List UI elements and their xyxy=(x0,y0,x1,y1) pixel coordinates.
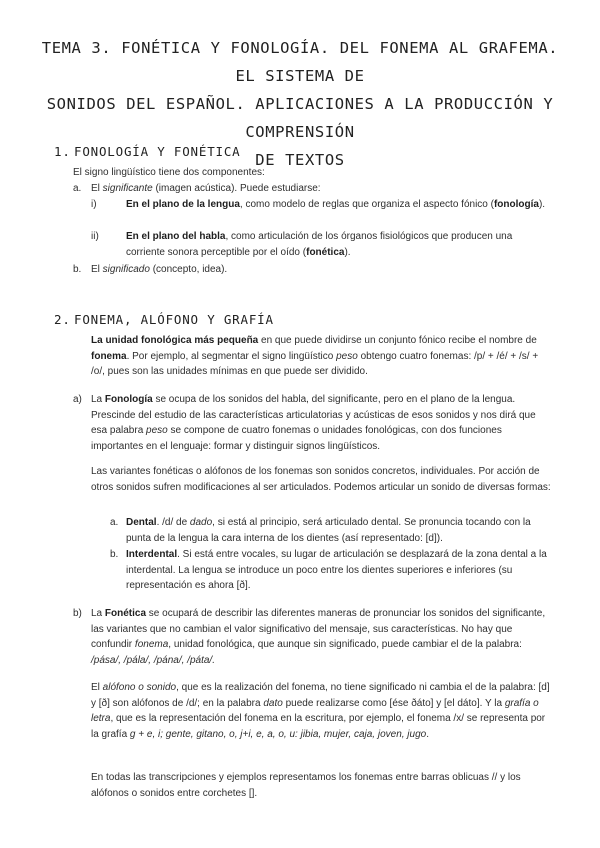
dental-term: Dental xyxy=(126,517,157,528)
grafia-term: grafía o letra xyxy=(91,697,539,724)
significante-term: significante xyxy=(102,183,153,194)
plano-lengua-item: En el plano de la lengua, como modelo de reglas que organiza el aspecto fónico (fonología). xyxy=(126,199,546,210)
title-line-2: SONIDOS DEL ESPAÑOL. APLICACIONES A LA PRODUCCIÓN Y COMPRENSIÓN xyxy=(46,95,554,141)
fonetica-paragraph: La Fonética se ocupará de describir las diferentes maneras de pronunciar los sonidos del significante, las variantes que no cambian el valor significativo del mensaje, sus características. No hay que confundir fonema, unidad fonológica, que aunque sin significado, puede cambiar el de la palabra: /pása/, /pála/, /pána/, /páta/. xyxy=(91,608,546,666)
peso-term-2: peso xyxy=(146,425,168,436)
grafia-examples: g + e, i; gente, gitano, o, j+i, e, a, o, u: jibia, mujer, caja, joven, jugo xyxy=(129,728,427,740)
significante-item: El significante (imagen acústica). Puede estudiarse: xyxy=(91,183,321,194)
interdental-term: Interdental xyxy=(126,549,178,560)
list-label-b: b. xyxy=(73,264,82,275)
section-1-heading xyxy=(54,144,241,159)
alofonos-paragraph: Las variantes fonéticas o alófonos de los fonemas son sonidos concretos, individuales. Por acción de otros sonidos sufren modificaciones al ser articulados. Podemos articular un sonido de diversas formas: xyxy=(91,466,551,493)
sublist-label-a: a. xyxy=(110,517,119,528)
section-1-intro: El signo lingüístico tiene dos componentes: xyxy=(73,167,265,178)
plano-habla-item: En el plano del habla, como articulación de los órganos fisiológicos que producen una corriente sonora perceptible por el oído (fonética). xyxy=(126,231,513,258)
title-line-3: DE TEXTOS xyxy=(255,151,345,169)
significado-item: El significado (concepto, idea). xyxy=(91,264,228,275)
fonologia-paragraph: La Fonología se ocupa de los sonidos del habla, del significante, pero en el plano de la lengua. Prescinde del estudio de las características articulatorias y acústicas de esos sonidos y nos dirá que esa palabra peso se compone de cuatro fonemas o unidades fonológicas, con dos funciones importantes en el lenguaje: formar y distinguir signos lingüísticos. xyxy=(91,394,536,452)
fonema-term: fonema xyxy=(91,350,127,362)
dental-item: Dental. /d/ de dado, si está al principio, será articulado dental. Se pronuncia tocando con la punta de la lengua la cara interna de los dientes (así representado: [d]). xyxy=(126,517,531,544)
fonema-italic: fonema xyxy=(134,639,169,650)
plano-habla-term: En el plano del habla xyxy=(126,231,226,242)
list-label-a: a. xyxy=(73,183,82,194)
fonema-definition-paragraph: La unidad fonológica más pequeña en que puede dividirse un conjunto fónico recibe el nombre de fonema. Por ejemplo, al segmentar el signo lingüístico peso obtengo cuatro fonemas: /p/ + /é/ + /s/ + /o/, pues son las unidades mínimas en que puede ser dividido. xyxy=(91,335,539,377)
list-label-ii: ii) xyxy=(91,231,99,242)
dato-term: dato xyxy=(263,697,283,709)
dado-term: dado xyxy=(189,517,213,528)
section-2-heading xyxy=(54,312,274,327)
interdental-item: Interdental. Si está entre vocales, su lugar de articulación se desplazará de la zona dental a la interdental. La lengua se introduce un poco entre los dientes superiores e inferiores (su representación es ahora [ð]. xyxy=(126,549,547,591)
list-label-b-paren: b) xyxy=(73,608,82,619)
unidad-fonologica-term: La unidad fonológica más pequeña xyxy=(91,335,259,346)
section-2-title: FONEMA, ALÓFONO Y GRAFÍA xyxy=(74,312,274,327)
transcription-note-paragraph: En todas las transcripciones y ejemplos representamos los fonemas entre barras oblicuas // y los alófonos o sonidos entre corchetes []. xyxy=(91,772,521,799)
list-label-a-paren: a) xyxy=(73,394,82,405)
title-line-1: TEMA 3. FONÉTICA Y FONOLOGÍA. DEL FONEMA AL GRAFEMA. EL SISTEMA DE xyxy=(41,39,559,85)
section-1-number: 1. xyxy=(54,144,71,159)
fonologia-bold: Fonología xyxy=(104,394,153,405)
significado-term: significado xyxy=(102,264,150,275)
fonetica-bold: Fonética xyxy=(104,608,147,619)
section-2-number: 2. xyxy=(54,312,71,327)
alofono-grafia-paragraph: El alófono o sonido, que es la realización del fonema, no tiene significado ni cambia el de la palabra: [d] y [ð] son alófonos de /d/; en la palabra dato puede realizarse como [ése ðáto] y [el dáto]. Y la grafía o letra, que es la representación del fonema en la escritura, por ejemplo, el fonema /x/ se representa por la grafía g + e, i; gente, gitano, o, j+i, e, a, o, u: jibia, mujer, caja, joven, jugo. xyxy=(91,682,550,740)
peso-term: peso xyxy=(336,350,358,362)
sublist-label-b: b. xyxy=(110,549,119,560)
fonologia-term: fonología xyxy=(493,199,539,210)
section-1-title: FONOLOGÍA Y FONÉTICA xyxy=(74,144,241,159)
list-label-i: i) xyxy=(91,199,97,210)
fonetica-term: fonética xyxy=(306,246,345,258)
minimal-pairs-examples: /pása/, /pála/, /pána/, /páta/. xyxy=(91,654,215,666)
plano-lengua-term: En el plano de la lengua xyxy=(126,199,240,210)
alofono-term: alófono o sonido xyxy=(102,682,177,693)
